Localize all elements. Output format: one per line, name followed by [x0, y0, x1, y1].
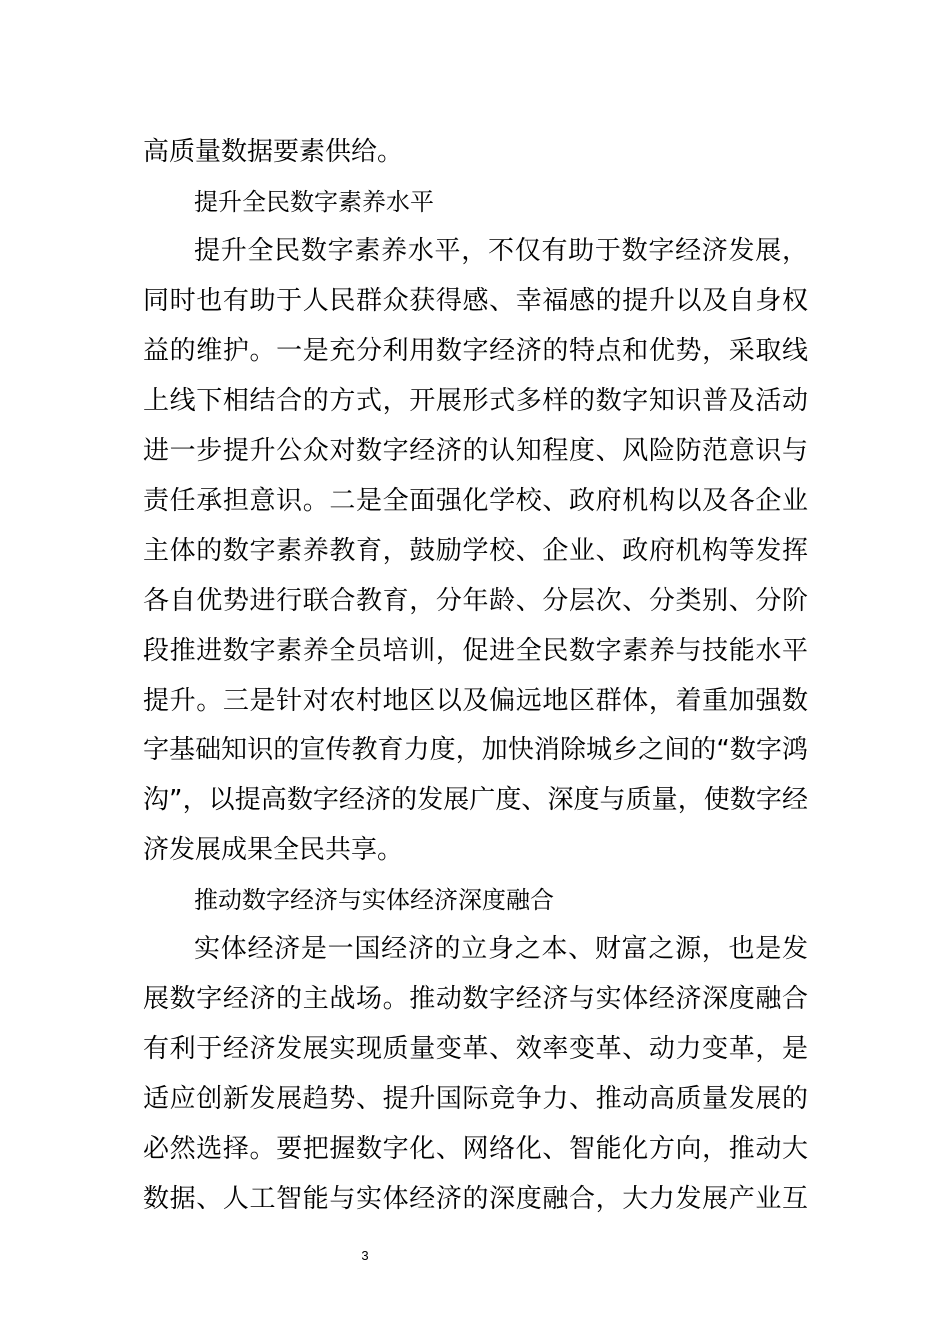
section-heading: 推动数字经济与实体经济深度融合	[194, 886, 554, 914]
paragraph-line: 同时也有助于人民群众获得感、幸福感的提升以及自身权	[143, 286, 808, 316]
paragraph-line: 提升全民数字素养水平，不仅有助于数字经济发展，	[194, 236, 808, 266]
paragraph-line: 适应创新发展趋势、提升国际竞争力、推动高质量发展的	[143, 1084, 808, 1114]
paragraph-line: 主体的数字素养教育，鼓励学校、企业、政府机构等发挥	[143, 536, 808, 566]
paragraph-line: 数据、人工智能与实体经济的深度融合，大力发展产业互	[143, 1184, 808, 1214]
paragraph-line: 有利于经济发展实现质量变革、效率变革、动力变革，是	[143, 1034, 808, 1064]
section-heading: 提升全民数字素养水平	[194, 188, 434, 216]
paragraph-line: 沟”，以提高数字经济的发展广度、深度与质量，使数字经	[143, 785, 808, 815]
paragraph-line: 高质量数据要素供给。	[143, 137, 404, 167]
paragraph-line: 责任承担意识。二是全面强化学校、政府机构以及各企业	[143, 486, 808, 516]
paragraph-line: 提升。三是针对农村地区以及偏远地区群体，着重加强数	[143, 686, 808, 716]
paragraph-line: 实体经济是一国经济的立身之本、财富之源，也是发	[194, 934, 808, 964]
paragraph-line: 济发展成果全民共享。	[143, 835, 404, 865]
paragraph-line: 上线下相结合的方式，开展形式多样的数字知识普及活动	[143, 386, 808, 416]
paragraph-line: 进一步提升公众对数字经济的认知程度、风险防范意识与	[143, 436, 808, 466]
paragraph-line: 必然选择。要把握数字化、网络化、智能化方向，推动大	[143, 1134, 808, 1164]
paragraph-line: 益的维护。一是充分利用数字经济的特点和优势，采取线	[143, 336, 808, 366]
paragraph-line: 展数字经济的主战场。推动数字经济与实体经济深度融合	[143, 984, 808, 1014]
paragraph-line: 段推进数字素养全员培训，促进全民数字素养与技能水平	[143, 636, 808, 666]
paragraph-line: 各自优势进行联合教育，分年龄、分层次、分类别、分阶	[143, 586, 808, 616]
page-number: 3	[361, 1248, 369, 1263]
paragraph-line: 字基础知识的宣传教育力度，加快消除城乡之间的“数字鸿	[143, 735, 808, 765]
